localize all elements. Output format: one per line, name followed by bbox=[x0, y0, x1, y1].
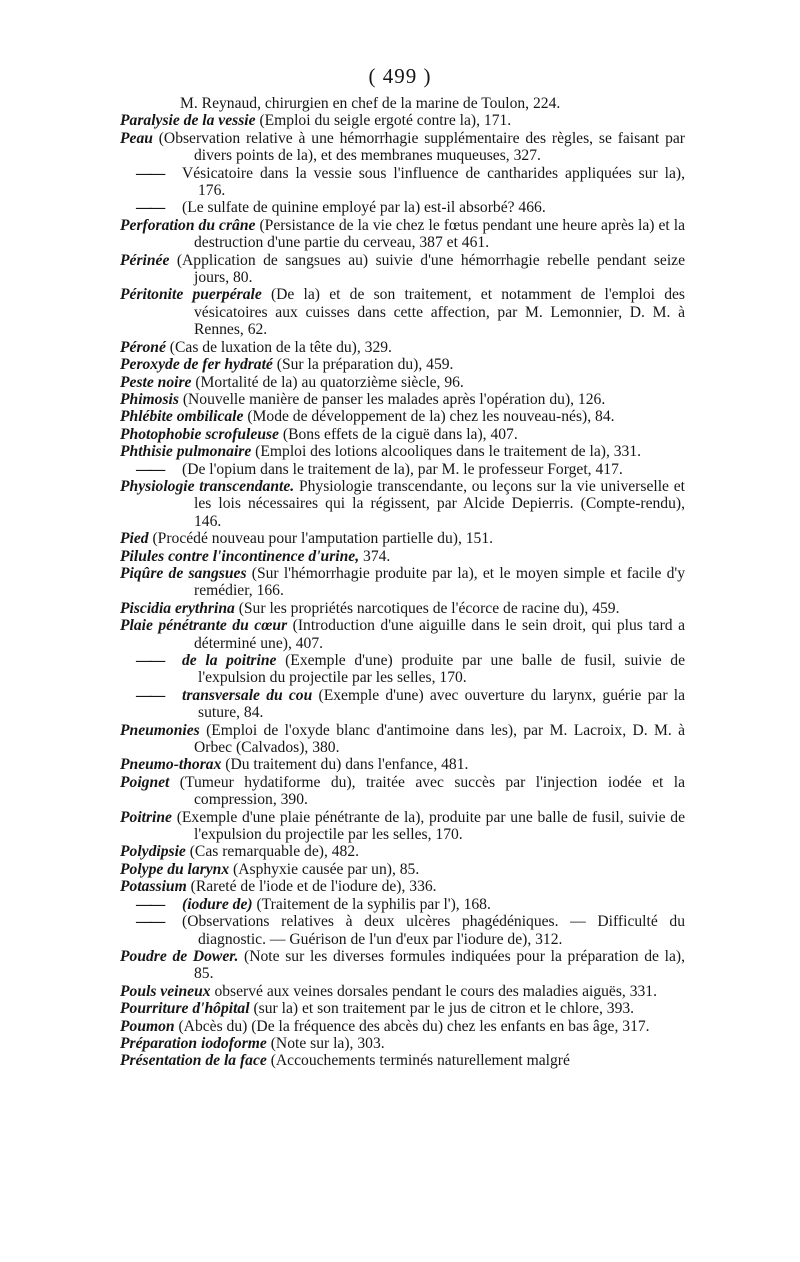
entry-text: (Traitement de la syphilis par l'), 168. bbox=[252, 895, 491, 913]
entry-heading: Polydipsie bbox=[120, 843, 186, 861]
entry-heading: Pneumonies bbox=[120, 721, 200, 739]
entry-heading: Pied bbox=[120, 530, 149, 548]
index-entry bbox=[120, 356, 685, 373]
index-entry bbox=[120, 426, 685, 443]
entry-heading: Polype du larynx bbox=[120, 860, 230, 878]
entry-text: (Cas remarquable de), 482. bbox=[185, 843, 360, 861]
index-entry bbox=[120, 948, 685, 983]
entry-heading: Peste noire bbox=[120, 373, 192, 391]
index-column bbox=[120, 95, 685, 1070]
entry-heading: Piqûre de sangsues bbox=[120, 564, 247, 582]
entry-heading: Peau bbox=[120, 129, 153, 147]
index-entry bbox=[120, 774, 685, 809]
index-entry bbox=[120, 548, 685, 565]
index-subentry bbox=[120, 461, 685, 478]
index-entry bbox=[120, 617, 685, 652]
entry-text: (Cas de luxation de la tête du), 329. bbox=[165, 338, 392, 356]
entry-text: (Nouvelle manière de panser les malades après l'opération du), 126. bbox=[178, 390, 606, 408]
index-entry bbox=[120, 217, 685, 252]
entry-heading: de la poitrine bbox=[182, 652, 277, 669]
entry-heading: Peroxyde de fer hydraté bbox=[120, 356, 273, 374]
ditto-dash bbox=[136, 652, 182, 669]
entry-heading: Phimosis bbox=[120, 390, 179, 408]
index-entry bbox=[120, 530, 685, 547]
entry-heading: Périnée bbox=[120, 251, 170, 269]
index-entry bbox=[120, 565, 685, 600]
index-subentry bbox=[120, 199, 685, 216]
index-entry bbox=[120, 1035, 685, 1052]
entry-text: (Exemple d'une plaie pénétrante de la), produite par une balle de fusil, suivie de l'expulsion du projectile par les selles, 170. bbox=[171, 808, 685, 844]
entry-text: (De la) et de son traitement, et notamment de l'emploi des vésicatoires aux cuisses dans cette affection, par M. Lemonnier, D. M. à Rennes, 62. bbox=[194, 286, 685, 339]
index-subentry bbox=[120, 896, 685, 913]
index-entry bbox=[120, 1052, 685, 1069]
index-subentry bbox=[120, 165, 685, 200]
entry-heading: Phthisie pulmonaire bbox=[120, 443, 252, 461]
index-entry bbox=[120, 983, 685, 1000]
entry-text: (Du traitement du) dans l'enfance, 481. bbox=[221, 756, 469, 774]
index-entry bbox=[120, 95, 685, 112]
entry-text: 374. bbox=[359, 547, 391, 565]
entry-text: Physiologie transcendante, ou leçons sur la vie universelle et les lois nécessaires qui la régissent, par Alcide Depierris. (Compte-rendu), 146. bbox=[194, 477, 685, 530]
entry-heading: Pourriture d'hôpital bbox=[120, 1000, 250, 1018]
index-subentry bbox=[120, 652, 685, 687]
entry-text: (Note sur les diverses formules indiquées pour la préparation de la), 85. bbox=[194, 947, 685, 983]
ditto-dash bbox=[136, 199, 182, 216]
entry-text: (Sur l'hémorrhagie produite par la), et le moyen simple et facile d'y remédier, 166. bbox=[194, 564, 685, 600]
index-entry bbox=[120, 252, 685, 287]
index-subentry bbox=[120, 687, 685, 722]
index-entry bbox=[120, 600, 685, 617]
entry-heading: Poitrine bbox=[120, 808, 172, 826]
index-entry bbox=[120, 443, 685, 460]
index-entry bbox=[120, 843, 685, 860]
ditto-dash bbox=[136, 165, 182, 182]
entry-text: (Observations relatives à deux ulcères phagédéniques. — Difficulté du diagnostic. — Guérison de l'un d'eux par l'iodure de), 312. bbox=[182, 913, 685, 948]
ditto-dash bbox=[136, 913, 182, 930]
entry-text: (Le sulfate de quinine employé par la) est-il absorbé? 466. bbox=[182, 199, 546, 217]
entry-heading: Poignet bbox=[120, 773, 170, 791]
entry-text: (Introduction d'une aiguille dans le sein droit, qui plus tard a déterminé une), 407. bbox=[194, 617, 685, 652]
entry-heading: Physiologie transcendante. bbox=[120, 477, 295, 495]
entry-text: (Accouchements terminés naturellement malgré bbox=[266, 1052, 570, 1070]
entry-text: (Bons effets de la ciguë dans la), 407. bbox=[278, 425, 518, 443]
entry-heading: (iodure de) bbox=[182, 895, 253, 913]
entry-heading: transversale du cou bbox=[182, 686, 313, 704]
entry-text: (Persistance de la vie chez le fœtus pendant une heure après la) et la destruction d'une partie du cerveau, 387 et 461. bbox=[194, 216, 685, 252]
entry-heading: Piscidia erythrina bbox=[120, 599, 235, 617]
entry-text: (Rareté de l'iode et de l'iodure de), 336. bbox=[186, 878, 437, 896]
entry-heading: Poumon bbox=[120, 1017, 175, 1035]
index-entry bbox=[120, 112, 685, 129]
entry-text: (Observation relative à une hémorrhagie supplémentaire des règles, se faisant par divers points de la), et des membranes muqueuses, 327. bbox=[152, 129, 685, 165]
entry-heading: Poudre de Dower. bbox=[120, 947, 239, 965]
index-entry bbox=[120, 1000, 685, 1017]
entry-heading: Pneumo-thorax bbox=[120, 756, 222, 774]
entry-text: (Emploi du seigle ergoté contre la), 171. bbox=[255, 112, 512, 130]
entry-heading: Péritonite puerpérale bbox=[120, 286, 262, 304]
entry-text: (De l'opium dans le traitement de la), par M. le professeur Forget, 417. bbox=[182, 460, 623, 478]
entry-text: (Exemple d'une) avec ouverture du larynx, guérie par la suture, 84. bbox=[198, 686, 685, 722]
index-entry bbox=[120, 861, 685, 878]
entry-heading: Préparation iodoforme bbox=[120, 1034, 267, 1052]
entry-text: (Sur la préparation du), 459. bbox=[272, 356, 454, 374]
index-entry bbox=[120, 1018, 685, 1035]
index-entry bbox=[120, 374, 685, 391]
entry-heading: Pouls veineux bbox=[120, 982, 211, 1000]
entry-text: (Tumeur hydatiforme du), traitée avec succès par l'injection iodée et la compression, 390. bbox=[169, 773, 685, 809]
entry-text: (sur la) et son traitement par le jus de citron et le chlore, 393. bbox=[249, 1000, 635, 1018]
ditto-dash bbox=[136, 461, 182, 478]
index-entry bbox=[120, 722, 685, 757]
entry-heading: Pilules contre l'incontinence d'urine, bbox=[120, 547, 360, 565]
index-entry bbox=[120, 878, 685, 895]
entry-text: (Emploi des lotions alcooliques dans le traitement de la), 331. bbox=[251, 443, 642, 461]
entry-text: (Mode de développement de la) chez les nouveau-nés), 84. bbox=[243, 408, 615, 426]
entry-text: observé aux veines dorsales pendant le cours des maladies aiguës, 331. bbox=[210, 982, 658, 1000]
entry-heading: Paralysie de la vessie bbox=[120, 112, 256, 130]
entry-heading: Perforation du crâne bbox=[120, 216, 256, 234]
index-entry bbox=[120, 339, 685, 356]
entry-text: M. Reynaud, chirurgien en chef de la marine de Toulon, 224. bbox=[180, 95, 561, 112]
index-entry bbox=[120, 130, 685, 165]
index-entry bbox=[120, 286, 685, 338]
entry-text: Vésicatoire dans la vessie sous l'influence de cantharides appliquées sur la), 176. bbox=[182, 164, 685, 200]
entry-heading: Plaie pénétrante du cœur bbox=[120, 617, 288, 635]
index-entry bbox=[120, 756, 685, 773]
entry-heading: Présentation de la face bbox=[120, 1052, 267, 1070]
entry-text: (Sur les propriétés narcotiques de l'écorce de racine du), 459. bbox=[234, 599, 620, 617]
entry-text: (Application de sangsues au) suivie d'une hémorrhagie rebelle pendant seize jours, 80. bbox=[169, 251, 685, 287]
ditto-dash bbox=[136, 896, 182, 913]
entry-heading: Péroné bbox=[120, 338, 166, 356]
entry-heading: Potassium bbox=[120, 878, 187, 896]
index-subentry bbox=[120, 913, 685, 948]
index-entry bbox=[120, 478, 685, 530]
index-entry bbox=[120, 391, 685, 408]
entry-text: (Mortalité de la) au quatorzième siècle, 96. bbox=[191, 373, 464, 391]
page-number: ( 499 ) bbox=[368, 64, 432, 88]
entry-text: (Exemple d'une) produite par une balle de fusil, suivie de l'expulsion du projectile par les selles, 170. bbox=[198, 652, 685, 687]
entry-heading: Phlébite ombilicale bbox=[120, 408, 244, 426]
ditto-dash bbox=[136, 687, 182, 704]
entry-text: (Abcès du) (De la fréquence des abcès du) chez les enfants en bas âge, 317. bbox=[174, 1017, 650, 1035]
entry-text: (Note sur la), 303. bbox=[266, 1034, 385, 1052]
entry-text: (Procédé nouveau pour l'amputation partielle du), 151. bbox=[148, 530, 494, 548]
entry-heading: Photophobie scrofuleuse bbox=[120, 425, 279, 443]
entry-text: (Asphyxie causée par un), 85. bbox=[229, 860, 420, 878]
index-entry bbox=[120, 408, 685, 425]
entry-text: (Emploi de l'oxyde blanc d'antimoine dans les), par M. Lacroix, D. M. à Orbec (Calvados), 380. bbox=[194, 721, 685, 757]
index-entry bbox=[120, 809, 685, 844]
